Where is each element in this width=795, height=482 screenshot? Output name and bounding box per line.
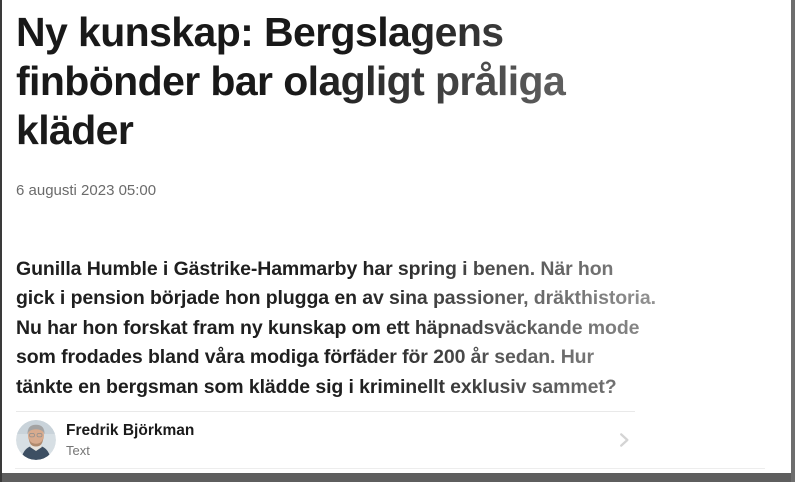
byline-card[interactable] [16,411,635,468]
headline-line: finbönder bar olagligt pråliga [16,57,791,106]
byline-text [66,421,194,459]
article-content [2,0,791,468]
section-divider [15,468,765,469]
author-portrait-icon [16,420,56,460]
author-role: Text [66,443,90,459]
lead-line: som frodades bland våra modiga förfäder för 200 år sedan. Hur [16,343,791,372]
lead-line: tänkte en bergsman som klädde sig i kriminellt exklusiv sammet? [16,373,791,402]
author-name: Fredrik Björkman [66,422,195,440]
lead-line: Gunilla Humble i Gästrike-Hammarby har spring i benen. När hon [16,255,791,284]
headline-line: kläder [16,107,134,153]
publish-date: 6 augusti 2023 05:00 [16,182,157,199]
headline-line: Ny kunskap: Bergslagens [16,8,791,57]
author-avatar [16,420,56,460]
article-lead [16,255,791,402]
chevron-right-icon[interactable] [615,431,633,449]
bottom-frame-bar [0,473,795,482]
lead-line: gick i pension började hon plugga en av sina passioner, dräkthistoria. [16,284,791,313]
lead-line: Nu har hon forskat fram ny kunskap om ett häpnadsväckande mode [16,314,791,343]
article-headline [16,8,791,155]
